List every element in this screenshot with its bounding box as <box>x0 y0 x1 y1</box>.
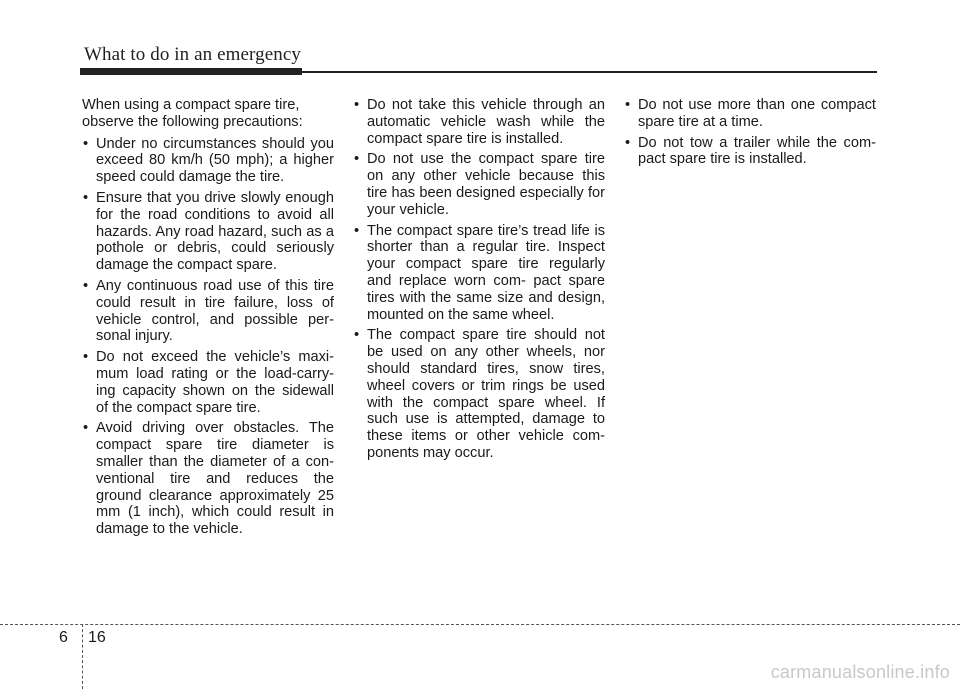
list-item <box>624 135 876 169</box>
list-item <box>82 190 334 274</box>
list-item-text: Do not take this vehicle through an automatic vehicle wash while the compact spare tire is installed. <box>367 97 605 147</box>
column-3 <box>624 97 876 172</box>
bullet-icon: • <box>354 151 360 168</box>
list-item-text: Do not exceed the vehicle’s maxi- mum load rating or the load-carry- ing capacity shown on the sidewall of the compact spare tire. <box>96 349 334 416</box>
list-item-text: Under no circumstances should you exceed 80 km/h (50 mph); a higher speed could damage the tire. <box>96 135 334 186</box>
list-item-text: Ensure that you drive slowly enough for the road conditions to avoid all hazards. Any road hazard, such as a pothole or debris, could seriously damage the compact spare. <box>96 189 334 274</box>
footer-divider <box>82 624 83 689</box>
page-number: 16 <box>88 629 106 646</box>
bullet-icon: • <box>354 97 360 113</box>
bullet-icon: • <box>83 420 89 437</box>
list-item <box>624 97 876 131</box>
bullet-icon: • <box>83 189 89 206</box>
precaution-list <box>353 97 605 462</box>
bullet-icon: • <box>83 277 89 294</box>
list-item-text: Avoid driving over obstacles. The compact spare tire diameter is smaller than the diameter of a con- ventional tire and reduces the ground clearance approximately 25 mm (1 inch), which could result in damage to the vehicle. <box>96 420 334 538</box>
precaution-list <box>82 136 334 538</box>
page-title: What to do in an emergency <box>84 44 301 65</box>
list-item-text: Any continuous road use of this tire could result in tire failure, loss of vehicle control, and possible per- sonal injury. <box>96 277 334 345</box>
header-rule <box>80 71 877 73</box>
bullet-icon: • <box>354 222 360 239</box>
list-item <box>353 223 605 324</box>
column-2 <box>353 97 605 466</box>
list-item <box>82 278 334 345</box>
column-1 <box>82 97 334 542</box>
list-item <box>353 97 605 147</box>
list-item <box>82 420 334 538</box>
watermark: carmanualsonline.info <box>770 662 950 682</box>
list-item <box>82 136 334 186</box>
list-item <box>82 349 334 416</box>
bullet-icon: • <box>83 135 89 152</box>
precaution-list <box>624 97 876 168</box>
bullet-icon: • <box>354 327 360 344</box>
footer-rule <box>0 624 960 625</box>
list-item <box>353 151 605 218</box>
list-item-text: The compact spare tire’s tread life is shorter than a regular tire. Inspect your compact spare tire regularly and replace worn com- pact spare tires with the same size and design, mounted on the same wheel. <box>367 222 605 323</box>
section-number: 6 <box>59 629 68 646</box>
list-item-text: Do not use more than one compact spare tire at a time. <box>638 97 876 130</box>
bullet-icon: • <box>625 134 631 151</box>
list-item-text: The compact spare tire should not be used on any other wheels, nor should standard tires, snow tires, wheel covers or trim rings be used with the compact spare wheel. If such use is attempted, damage to these items or other vehicle com- ponents may occur. <box>367 327 605 461</box>
list-item-text: Do not tow a trailer while the com- pact spare tire is installed. <box>638 134 876 168</box>
intro-paragraph: When using a compact spare tire, observe the following precautions: <box>82 97 303 130</box>
list-item <box>353 327 605 461</box>
bullet-icon: • <box>83 349 89 366</box>
list-item-text: Do not use the compact spare tire on any other vehicle because this tire has been designed especially for your vehicle. <box>367 151 605 218</box>
bullet-icon: • <box>625 97 631 113</box>
